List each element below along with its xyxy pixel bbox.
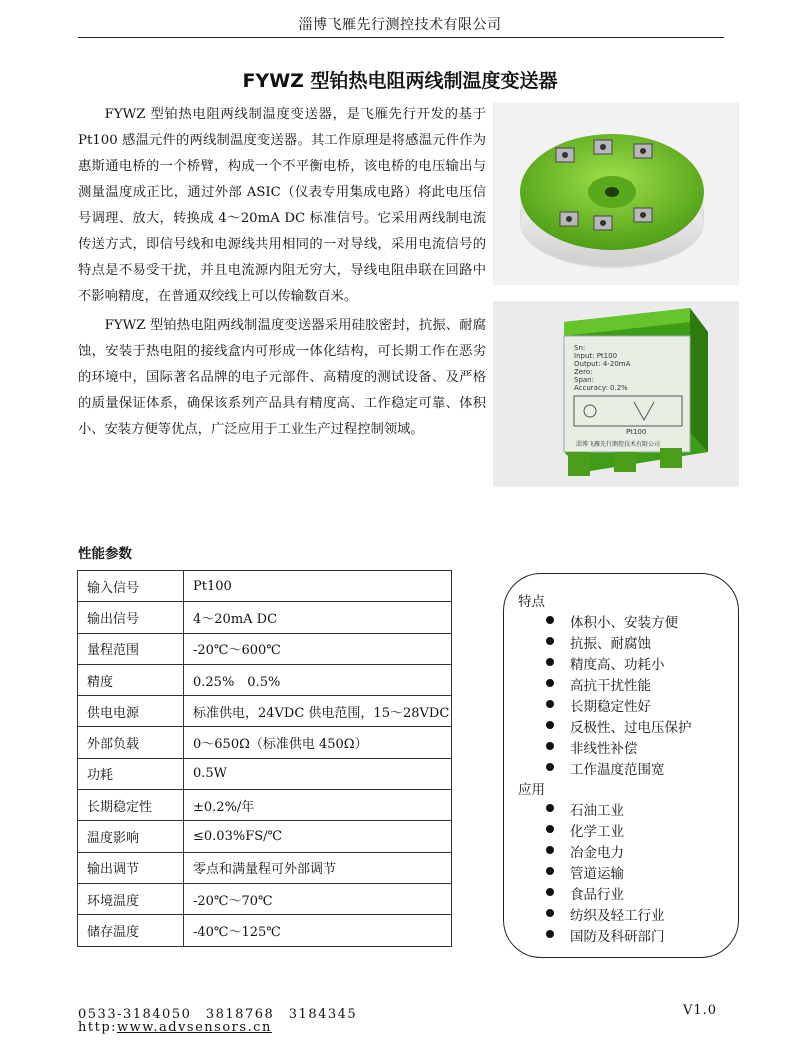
product-photo-head-transmitter <box>493 103 739 285</box>
bullet-icon <box>546 846 554 854</box>
param-key: 输入信号 <box>78 571 184 602</box>
table-row <box>78 727 452 758</box>
website-link[interactable]: www.advsensors.cn <box>117 1020 272 1035</box>
bullet-icon <box>546 637 554 645</box>
rail-label-line-3: Output: 4-20mA <box>574 360 631 368</box>
params-table <box>77 570 452 947</box>
param-value: -20℃～70℃ <box>184 883 452 914</box>
bullet-icon <box>546 658 554 666</box>
footer-phone-numbers: 0533-3184050 3818768 3184345 <box>78 1007 358 1022</box>
bullet-icon <box>546 867 554 875</box>
website-prefix: http: <box>78 1020 118 1035</box>
footer-version: V1.0 <box>683 1003 718 1018</box>
rail-module-pt100: Pt100 <box>626 428 647 436</box>
table-row <box>78 633 452 664</box>
table-row <box>78 664 452 695</box>
params-section-title: 性能参数 <box>78 546 132 562</box>
table-row <box>78 821 452 852</box>
table-row <box>78 883 452 914</box>
param-value: ±0.2%/年 <box>184 790 452 821</box>
table-row <box>78 602 452 633</box>
intro-text <box>78 102 486 446</box>
table-row <box>78 790 452 821</box>
rail-module-company: 淄博飞雁先行测控技术有限公司 <box>576 441 661 448</box>
footer-website <box>78 1020 272 1035</box>
head-transmitter-illustration <box>494 104 738 284</box>
param-value: 0.25% 0.5% <box>184 664 452 695</box>
intro-paragraph-2: FYWZ 型铂热电阻两线制温度变送器采用硅胶密封，抗振、耐腐蚀，安装于热电阻的接线盒内可形成一体化结构，可长期工作在恶劣的环境中，国际著名品牌的电子元部件、高精度的测试设备、及严格的质量保证体系，确保该系列产品具有精度高、工作稳定可靠、体积小、安装方便等优点，广泛应用于工业生产过程控制领域。 <box>78 318 486 437</box>
table-row <box>78 915 452 946</box>
rail-label-line-4: Zero: <box>574 368 593 376</box>
table-row <box>78 758 452 789</box>
param-value: 0～650Ω（标准供电 450Ω） <box>184 727 452 758</box>
bullet-icon <box>546 804 554 812</box>
param-value: 4～20mA DC <box>184 602 452 633</box>
table-row <box>78 696 452 727</box>
bullet-icon <box>546 679 554 687</box>
param-key: 输出信号 <box>78 602 184 633</box>
page-title: FYWZ 型铂热电阻两线制温度变送器 <box>242 70 558 92</box>
bullet-icon <box>546 930 554 938</box>
bullet-icon <box>546 763 554 771</box>
applications-heading: 应用 <box>518 782 545 798</box>
param-value: -40℃～125℃ <box>184 915 452 946</box>
param-key: 环境温度 <box>78 883 184 914</box>
rail-label-line-5: Span: <box>574 376 594 384</box>
param-value: 标准供电，24VDC 供电范围，15～28VDC <box>184 696 452 727</box>
table-row <box>78 571 452 602</box>
bullet-icon <box>546 616 554 624</box>
param-value: 零点和满量程可外部调节 <box>184 852 452 883</box>
bullet-icon <box>546 721 554 729</box>
features-heading: 特点 <box>518 594 545 610</box>
rail-label-line-2: Input: Pt100 <box>574 352 618 360</box>
intro-paragraph-1: FYWZ 型铂热电阻两线制温度变送器，是飞雁先行开发的基于 Pt100 感温元件的两线制温度变送器。其工作原理是将感温元件作为惠斯通电桥的一个桥臂，构成一个不平衡电桥，该电桥的电压输出与测量温度成正比，通过外部 ASIC（仪表专用集成电路）将此电压信号调理、放大，转换成 4～20mA DC 标准信号。它采用两线制电流传送方式，即信号线和电源线共用相同的一对导线，采用电流信号的特点是不易受干扰，并且电流源内阻无穷大，导线电阻串联在回路中不影响精度，在普通双绞线上可以传输数百米。 <box>78 107 486 304</box>
param-key: 输出调节 <box>78 852 184 883</box>
param-key: 精度 <box>78 664 184 695</box>
param-key: 长期稳定性 <box>78 790 184 821</box>
param-value: Pt100 <box>184 571 452 602</box>
param-key: 温度影响 <box>78 821 184 852</box>
param-value: 0.5W <box>184 758 452 789</box>
bullet-icon <box>546 909 554 917</box>
param-key: 量程范围 <box>78 633 184 664</box>
features-box: 特点 体积小、安装方便 抗振、耐腐蚀 精度高、功耗小 高抗干扰性能 长期稳定性好 反极性、过电压保护 非线性补偿 工作温度范围宽 应用 石油工业 化学工业 冶金电力 管道运输 食品行业 纺织及轻工行业 国防及科研部门 <box>503 573 739 958</box>
bullet-icon <box>546 825 554 833</box>
bullet-icon <box>546 700 554 708</box>
header-divider <box>78 37 724 38</box>
param-key: 功耗 <box>78 758 184 789</box>
param-key: 外部负载 <box>78 727 184 758</box>
table-row <box>78 852 452 883</box>
param-value: -20℃～600℃ <box>184 633 452 664</box>
param-key: 储存温度 <box>78 915 184 946</box>
rail-label-line-1: Sn: <box>574 344 586 352</box>
bullet-icon <box>546 742 554 750</box>
product-photo-rail-transmitter <box>493 301 739 487</box>
rail-transmitter-illustration <box>494 302 738 486</box>
company-header: 淄博飞雁先行测控技术有限公司 <box>298 17 502 33</box>
param-key: 供电电源 <box>78 696 184 727</box>
param-value: ≤0.03%FS/℃ <box>184 821 452 852</box>
bullet-icon <box>546 888 554 896</box>
rail-label-line-6: Accuracy: 0.2% <box>574 384 628 392</box>
